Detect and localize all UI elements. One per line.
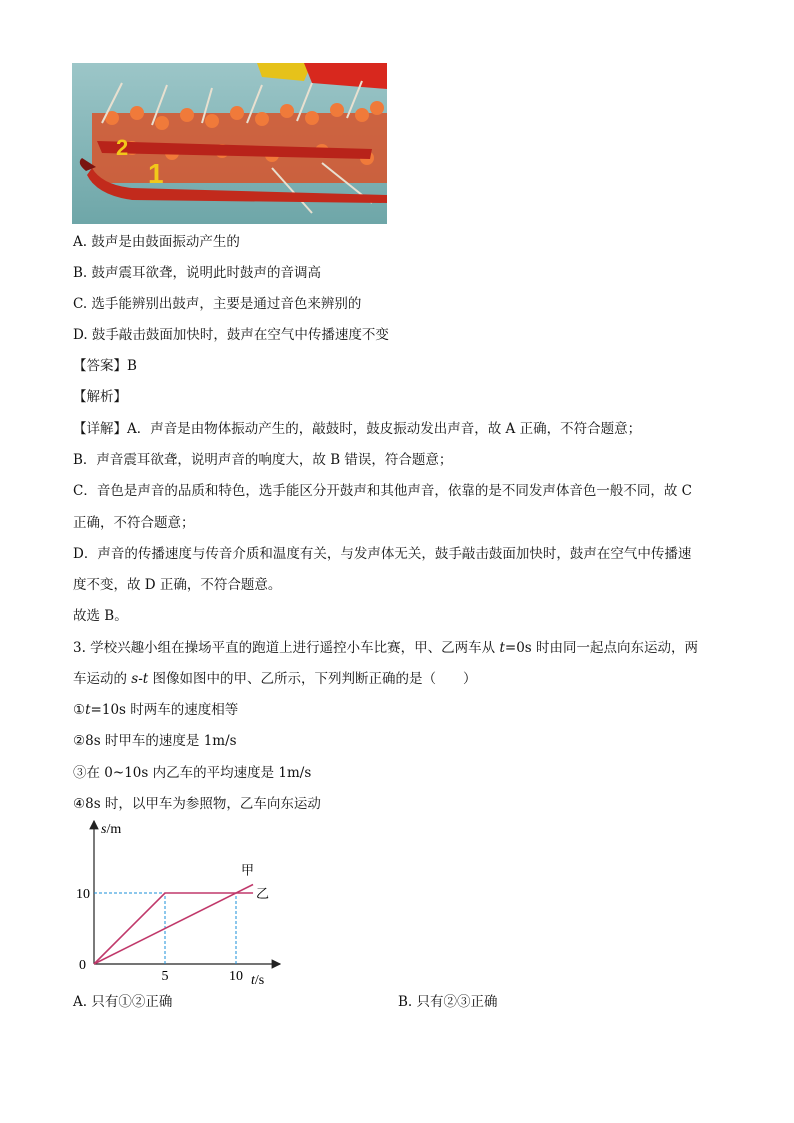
q3-statement-2: ②8s 时甲车的速度是 1m/s: [73, 733, 237, 749]
q2-detail-d-line2: 度不变，故 D 正确，不符合题意。: [73, 577, 282, 593]
series-label-jia: 甲: [241, 863, 255, 879]
series-label-yi: 乙: [256, 887, 270, 902]
origin-label: 0: [79, 958, 86, 973]
q3-option-b: B. 只有②③正确: [398, 994, 498, 1010]
q2-detail-b: B．声音震耳欲聋，说明声音的响度大，故 B 错误，符合题意；: [73, 452, 453, 468]
q2-analysis-title: 【解析】: [73, 389, 127, 405]
series-line-yi: [94, 893, 253, 964]
st-graph: [75, 815, 290, 995]
q2-conclusion: 故选 B。: [73, 608, 128, 624]
q2-detail-c-line1: C．音色是声音的品质和特色，选手能区分开鼓声和其他声音，依靠的是不同发声体音色一般不同，故 C: [73, 483, 692, 499]
q3-statement-4: ④8s 时，以甲车为参照物，乙车向东运动: [73, 796, 321, 812]
y-axis-label: s/m: [101, 822, 122, 837]
q2-option-d: D. 鼓手敲击鼓面加快时，鼓声在空气中传播速度不变: [73, 327, 389, 343]
q3-option-a: A. 只有①②正确: [73, 994, 173, 1010]
boat-number-2: 2: [116, 135, 129, 160]
y-tick-label-0: 10: [76, 887, 90, 902]
q2-detail-d-line1: D．声音的传播速度与传音介质和温度有关，与发声体无关，鼓手敲击鼓面加快时，鼓声在空气中传播速: [73, 546, 692, 562]
series-line-jia: [94, 884, 253, 964]
boat-number-1: 1: [148, 158, 164, 189]
q3-stem-line1: 3. 学校兴趣小组在操场平直的跑道上进行遥控小车比赛，甲、乙两车从 t=0s 时由同一起点向东运动，两: [73, 640, 699, 656]
x-tick-label-1: 10: [229, 969, 243, 984]
q2-detail-c-line2: 正确，不符合题意；: [73, 515, 195, 531]
q2-detail-a: 【详解】A．声音是由物体振动产生的，敲鼓时，鼓皮振动发出声音，故 A 正确，不符合题意；: [73, 421, 642, 437]
x-tick-label-0: 5: [161, 969, 169, 984]
q3-stem-line2: 车运动的 s-t 图像如图中的甲、乙所示，下列判断正确的是（ ）: [73, 671, 477, 687]
q2-option-a: A. 鼓声是由鼓面振动产生的: [73, 234, 240, 250]
q2-option-b: B. 鼓声震耳欲聋，说明此时鼓声的音调高: [73, 265, 322, 281]
q3-statement-1: ①t=10s 时两车的速度相等: [73, 702, 239, 718]
x-axis-label: t/s: [251, 973, 265, 988]
q2-option-c: C. 选手能辨别出鼓声，主要是通过音色来辨别的: [73, 296, 362, 312]
q3-statement-3: ③在 0~10s 内乙车的平均速度是 1m/s: [73, 765, 312, 781]
q2-answer: 【答案】B: [73, 358, 137, 374]
dragon-boat-photo: [72, 63, 387, 224]
